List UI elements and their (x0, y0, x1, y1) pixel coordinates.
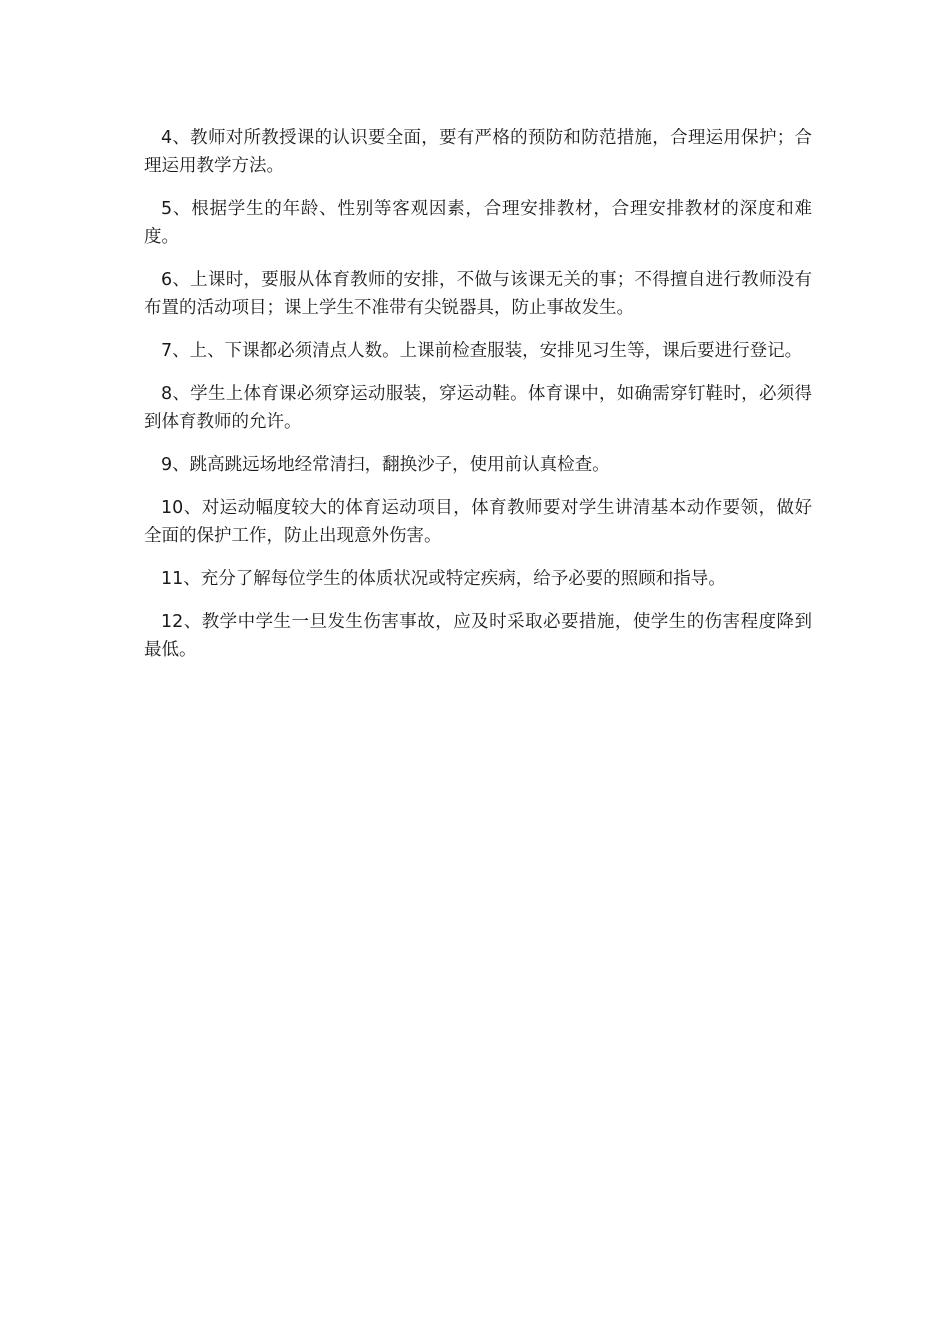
paragraph-item-9: 9、跳高跳远场地经常清扫，翻换沙子，使用前认真检查。 (161, 455, 610, 475)
paragraph-item-5: 5、根据学生的年龄、性别等客观因素，合理安排教材，合理安排教材的深度和难度。 (144, 199, 812, 247)
paragraph-item-6: 6、上课时，要服从体育教师的安排，不做与该课无关的事；不得擅自进行教师没有布置的活动项目；课上学生不准带有尖锐器具，防止事故发生。 (144, 270, 812, 318)
paragraph-item-4: 4、教师对所教授课的认识要全面，要有严格的预防和防范措施，合理运用保护；合理运用教学方法。 (144, 128, 812, 176)
paragraph-item-7: 7、上、下课都必须清点人数。上课前检查服装，安排见习生等，课后要进行登记。 (161, 341, 803, 361)
document-body (144, 124, 812, 679)
paragraph-item-8: 8、学生上体育课必须穿运动服装，穿运动鞋。体育课中，如确需穿钉鞋时，必须得到体育教师的允许。 (144, 384, 812, 432)
paragraph-item-11: 11、充分了解每位学生的体质状况或特定疾病，给予必要的照顾和指导。 (161, 569, 726, 589)
paragraph-item-12: 12、教学中学生一旦发生伤害事故，应及时采取必要措施，使学生的伤害程度降到最低。 (144, 612, 812, 660)
paragraph-item-10: 10、对运动幅度较大的体育运动项目，体育教师要对学生讲清基本动作要领，做好全面的保护工作，防止出现意外伤害。 (144, 498, 812, 546)
